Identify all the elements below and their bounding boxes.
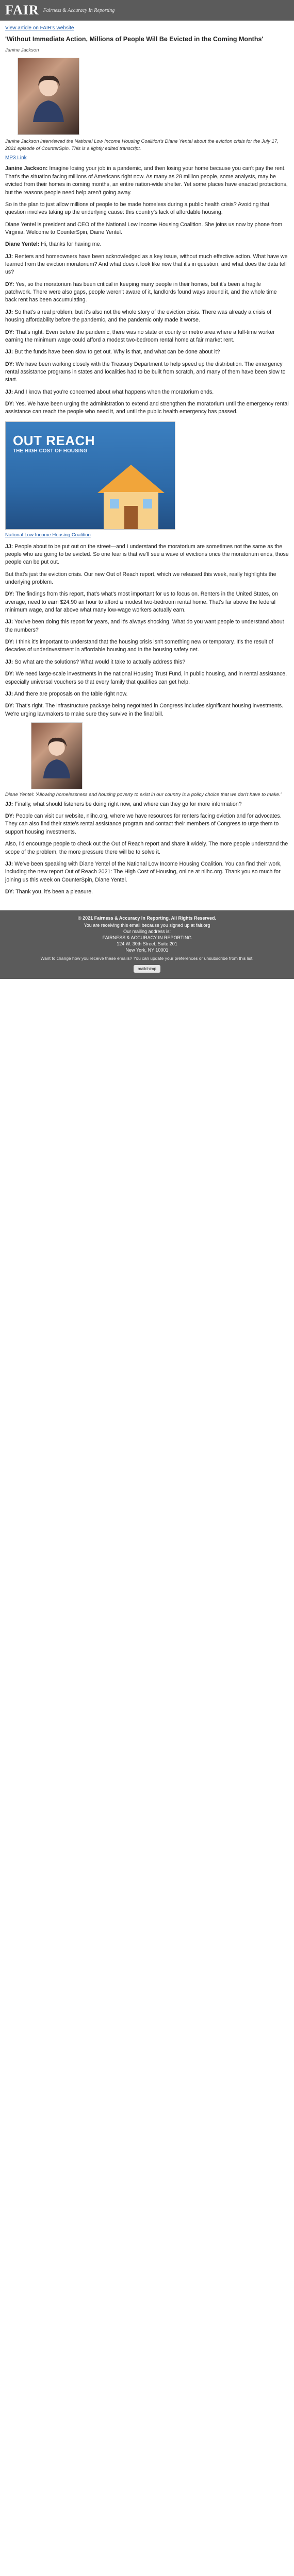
transcript-paragraph: DY: Yes, so the moratorium has been critical in keeping many people in their homes, but it's been a fragile patchwork. There were also gaps, people weren't aware of it, landlords found ways around it, and the whole time back rent has been accumulating.: [5, 281, 277, 303]
transcript-paragraph: DY: Thank you, it's been a pleasure.: [5, 889, 93, 895]
house-illustration-icon: [87, 452, 175, 529]
banner-subtitle: THE HIGH COST OF HOUSING: [13, 448, 88, 454]
transcript-paragraph: JJ: People about to be put out on the street—and I understand the moratorium are sometimes not the same as the people who are going to be evicted. So one fear is that we'll see a wave of evictions once the moratorium ends, those people can be put out.: [5, 543, 289, 566]
masthead: [0, 0, 294, 21]
article-body: [0, 21, 294, 910]
portrait-photo-2: [31, 722, 83, 789]
photo-caption: Janine Jackson interviewed the National Low Income Housing Coalition's Diane Yentel about the eviction crisis for the July 17, 2021 episode of CounterSpin. This is a lightly edited transcript.: [5, 139, 279, 152]
transcript-paragraph: DY: That's right. Even before the pandemic, there was no state or county or metro area where a full-time worker earning the minimum wage could afford a modest two-bedroom rental home at fair market rent.: [5, 329, 275, 343]
transcript-paragraph: So in the plan to just allow millions of people to be made homeless during a public health crisis? Avoiding that question involves taking up the underlying cause: this country's lack of affordable housing.: [5, 201, 270, 216]
transcript-paragraph: DY: I think it's important to understand that the housing crisis isn't something new or temporary. It's the result of decades of underinvestment in affordable housing and in the housing safety net.: [5, 639, 273, 653]
transcript-paragraph: DY: We need large-scale investments in the national Housing Trust Fund, in public housing, and in rental assistance, especially universal vouchers so that every family that qualifies can get help.: [5, 671, 287, 685]
fair-logo[interactable]: FAIR: [5, 3, 39, 18]
article-headline: 'Without Immediate Action, Millions of People Will Be Evicted in the Coming Months': [5, 35, 264, 43]
transcript-paragraph: Diane Yentel is president and CEO of the National Low Income Housing Coalition. She joins us now by phone from Virginia. Welcome to CounterSpin, Diane Yentel.: [5, 221, 283, 235]
transcript-paragraph: Also, I'd encourage people to check out the Out of Reach report and share it widely. The more people understand the scope of the problem, the more pressure there will be to solve it.: [5, 841, 288, 855]
person-silhouette-icon: [39, 733, 75, 779]
out-of-reach-banner[interactable]: [5, 421, 175, 530]
banner-caption[interactable]: National Low Income Housing Coalition: [5, 532, 91, 538]
banner-title: OUT REACH: [13, 432, 95, 448]
tagline: Fairness & Accuracy In Reporting: [43, 7, 115, 13]
transcript-part-1: [5, 165, 289, 416]
email-wrapper: [0, 0, 294, 979]
mp3-link[interactable]: MP3 Link: [5, 155, 27, 161]
transcript-paragraph: JJ: We've been speaking with Diane Yentel of the National Low Income Housing Coalition. You can find their work, including the new report Out of Reach 2021: The High Cost of Housing, online at nlihc.org. Thank you so much for joining us this week on CounterSpin, Diane Yentel.: [5, 860, 282, 883]
article-byline: Janine Jackson: [5, 47, 39, 53]
transcript-paragraph: DY: People can visit our website, nlihc.org, where we have resources for renters facing eviction and for advocates. They can also find their state's rental assistance program and contact their members of Congress to urge them to support housing investments.: [5, 813, 282, 835]
footer-street: 124 W. 30th Street, Suite 201: [117, 941, 177, 947]
email-footer: [0, 910, 294, 979]
footer-unsubscribe[interactable]: Want to change how you receive these emails? You can update your preferences or unsubscribe from this list.: [40, 956, 254, 961]
transcript-paragraph: Janine Jackson: Imagine losing your job in a pandemic, and then losing your home because you can't pay the rent. That's the situation facing millions of Americans right now. As many as 28 million people, some analysts, may be evicted from their homes in coming months, an entire nation-wide shelter. Yet some places have enacted protections, but the reasons people need help aren't going away.: [5, 165, 288, 196]
photo2-caption: Diane Yentel: 'Allowing homelessness and housing poverty to exist in our country is a policy choice that we don't have to make.': [5, 792, 282, 798]
footer-mailing-label: Our mailing address is:: [123, 929, 171, 935]
transcript-paragraph: JJ: You've been doing this report for years, and it's always shocking. What do you want people to understand about the numbers?: [5, 619, 284, 633]
transcript-part-2: [5, 543, 289, 718]
transcript-paragraph: JJ: So what are the solutions? What would it take to actually address this?: [5, 658, 186, 665]
portrait-photo: [18, 58, 79, 135]
transcript-paragraph: DY: The findings from this report, that's what's most important for us to focus on. Renters in the United States, on average, need to earn $24.90 an hour to afford a modest two-bedroom rental home. That's far above the federal minimum wage, and far above what many low-wage workers actually earn.: [5, 591, 278, 614]
transcript-paragraph: DY: That's right. The infrastructure package being negotiated in Congress includes significant housing investments. We're urging lawmakers to make sure they survive in the final bill.: [5, 703, 284, 717]
mailchimp-badge[interactable]: mailchimp: [134, 965, 160, 973]
footer-city: New York, NY 10001: [125, 947, 169, 953]
transcript-paragraph: JJ: Finally, what should listeners be doing right now, and where can they go for more information?: [5, 801, 242, 807]
transcript-paragraph: But that's just the eviction crisis. Our new Out of Reach report, which we released this week, really highlights the underlying problem.: [5, 571, 276, 585]
person-silhouette-icon: [28, 71, 69, 122]
footer-org-name: FAIRNESS & ACCURACY IN REPORTING: [102, 935, 192, 941]
footer-signup-note: You are receiving this email because you signed up at fair.org: [84, 923, 210, 928]
transcript-paragraph: JJ: And there are proposals on the table right now.: [5, 690, 128, 697]
transcript-paragraph: Diane Yentel: Hi, thanks for having me.: [5, 241, 102, 248]
transcript-part-3: [5, 801, 289, 896]
view-on-website-link[interactable]: View article on FAIR's website: [5, 25, 74, 31]
transcript-paragraph: JJ: And I know that you're concerned about what happens when the moratorium ends.: [5, 388, 214, 395]
transcript-paragraph: JJ: So that's a real problem, but it's also not the whole story of the eviction crisis. There was already a crisis of housing affordability before the pandemic, and the pandemic only made it worse.: [5, 309, 272, 324]
transcript-paragraph: JJ: But the funds have been slow to get out. Why is that, and what can be done about it?: [5, 349, 220, 355]
transcript-paragraph: JJ: Renters and homeowners have been acknowledged as a key issue, without much effective action. What have we learned from the eviction moratorium? And what does it look like now that it's in question, and what does the data tell us?: [5, 253, 288, 276]
transcript-paragraph: DY: Yes. We have been urging the administration to extend and strengthen the moratorium until the emergency rental assistance can reach the people who need it, and until the public health emergency has passed.: [5, 401, 289, 415]
footer-copyright: © 2021 Fairness & Accuracy In Reporting. All Rights Reserved.: [77, 916, 217, 921]
transcript-paragraph: DY: We have been working closely with the Treasury Department to help speed up the distribution. The emergency rental assistance programs in states and localities had to be built from scratch, and many of them have been slow to start.: [5, 361, 286, 383]
